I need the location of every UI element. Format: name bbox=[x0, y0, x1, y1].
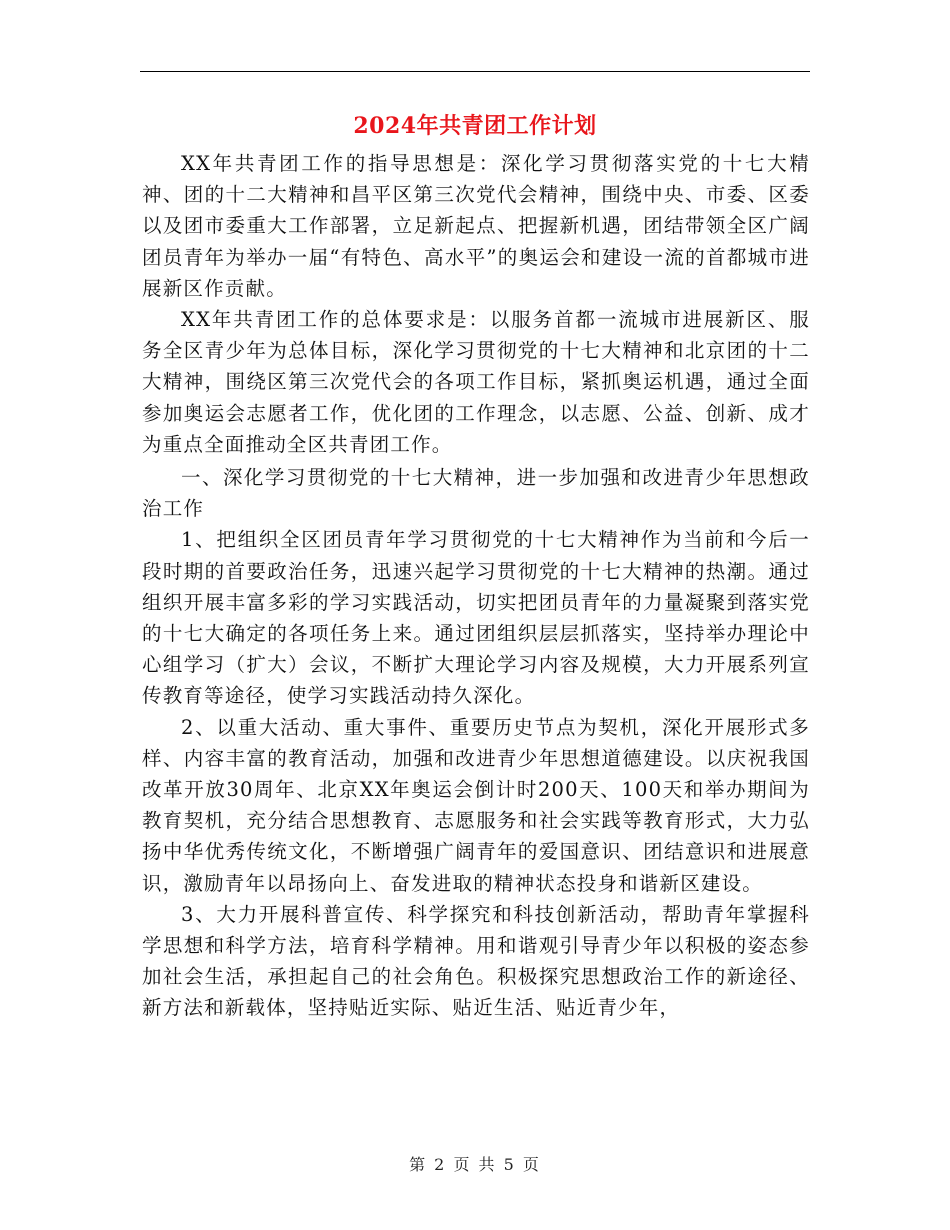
paragraph-item-3: 3、大力开展科普宣传、科学探究和科技创新活动，帮助青年掌握科学思想和科学方法，培育科学精神。用和谐观引导青少年以积极的姿态参加社会生活，承担起自己的社会角色。积极探究思想政治工作的新途径、新方法和新载体，坚持贴近实际、贴近生活、贴近青少年， bbox=[142, 902, 810, 1020]
page-footer: 第 2 页 共 5 页 bbox=[409, 1155, 541, 1174]
paragraph-overall-requirement: XX年共青团工作的总体要求是：以服务首都一流城市进展新区、服务全区青少年为总体目标，深化学习贯彻党的十七大精神和北京团的十二大精神，围绕区第三次党代会的各项工作目标，紧抓奥运机遇，通过全面参加奥运会志愿者工作，优化团的工作理念，以志愿、公益、创新、成才为重点全面推动全区共青团工作。 bbox=[142, 308, 810, 456]
paragraph-guiding-thought: XX年共青团工作的指导思想是：深化学习贯彻落实党的十七大精神、团的十二大精神和昌平区第三次党代会精神，围绕中央、市委、区委以及团市委重大工作部署，立足新起点、把握新机遇，团结带领全区广阔团员青年为举办一届“有特色、高水平”的奥运会和建设一流的首都城市进展新区作贡献。 bbox=[142, 152, 810, 300]
document-title: 2024年共青团工作计划 bbox=[353, 113, 597, 139]
document-body bbox=[142, 148, 810, 1024]
section-heading-one: 一、深化学习贯彻党的十七大精神，进一步加强和改进青少年思想政治工作 bbox=[142, 466, 810, 521]
paragraph-item-1: 1、把组织全区团员青年学习贯彻党的十七大精神作为当前和今后一段时期的首要政治任务，迅速兴起学习贯彻党的十七大精神的热潮。通过组织开展丰富多彩的学习实践活动，切实把团员青年的力量凝聚到落实党的十七大确定的各项任务上来。通过团组织层层抓落实，坚持举办理论中心组学习（扩大）会议，不断扩大理论学习内容及规模，大力开展系列宣传教育等途径，使学习实践活动持久深化。 bbox=[142, 528, 810, 708]
header-rule bbox=[140, 71, 810, 72]
paragraph-item-2: 2、以重大活动、重大事件、重要历史节点为契机，深化开展形式多样、内容丰富的教育活动，加强和改进青少年思想道德建设。以庆祝我国改革开放30周年、北京XX年奥运会倒计时200天、100天和举办期间为教育契机，充分结合思想教育、志愿服务和社会实践等教育形式，大力弘扬中华优秀传统文化，不断增强广阔青年的爱国意识、团结意识和进展意识，激励青年以昂扬向上、奋发进取的精神状态投身和谐新区建设。 bbox=[142, 715, 810, 895]
